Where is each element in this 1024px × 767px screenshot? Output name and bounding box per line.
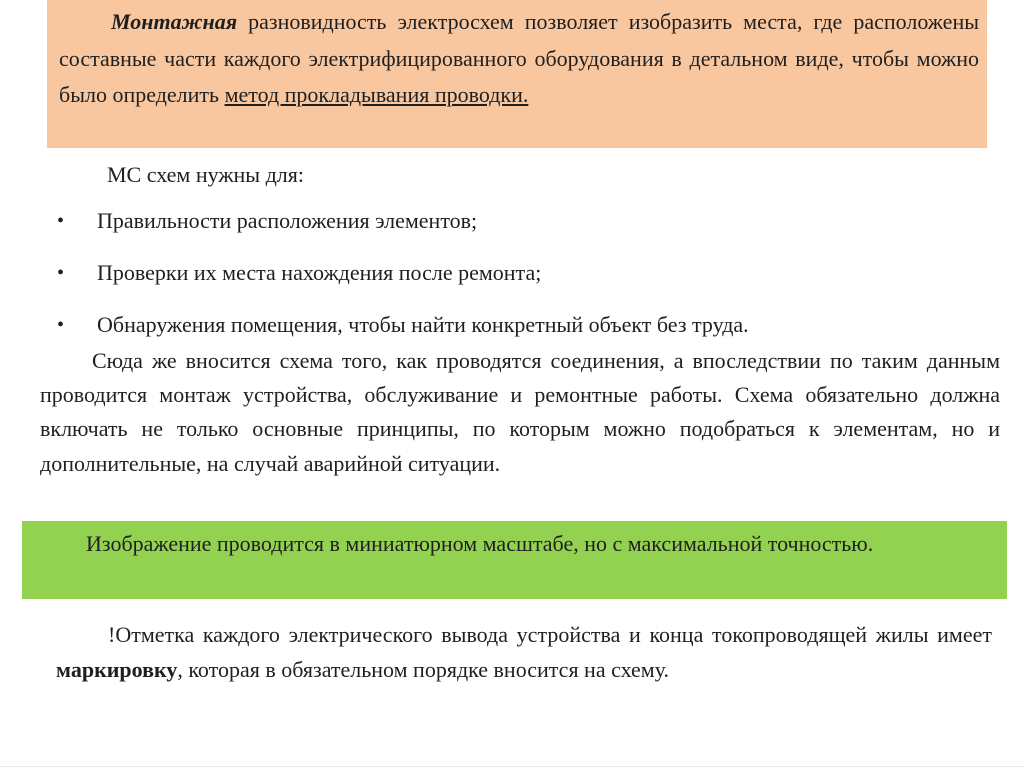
scale-note-box	[22, 521, 1007, 599]
definition-term: Монтажная	[111, 9, 238, 34]
definition-body: разновидность электросхем позволяет изобразить места, где расположены составные части каждого электрифицированного оборудования в детальном виде, чтобы можно было определить	[59, 9, 979, 107]
definition-box	[47, 0, 987, 148]
bullet-marker: •	[57, 314, 65, 336]
definition-text	[59, 4, 979, 114]
connections-paragraph: Сюда же вносится схема того, как проводятся соединения, а впоследствии по таким данным проводится монтаж устройства, обслуживание и ремонтные работы. Схема обязательно должна включать не только основные принципы, по которым можно подобраться к элементам, но и дополнительные, на случай аварийной ситуации.	[40, 348, 1000, 476]
intro-line: МС схем нужны для:	[107, 162, 304, 187]
bullet-text: Проверки их места нахождения после ремонта;	[97, 260, 542, 285]
bullet-marker: •	[57, 210, 65, 232]
marking-note-bold: маркировку	[56, 656, 178, 682]
marking-note-start: !Отметка каждого электрического вывода устройства и конца токопроводящей жилы имеет	[108, 622, 992, 647]
definition-underlined: метод прокладывания проводки.	[224, 82, 529, 107]
marking-note	[56, 618, 992, 687]
bullet-marker: •	[57, 262, 65, 284]
scale-note-text: Изображение проводится в миниатюрном масштабе, но с максимальной точностью.	[86, 531, 874, 556]
marking-note-end: , которая в обязательном порядке вносится на схему.	[177, 656, 670, 682]
bullet-text: Обнаружения помещения, чтобы найти конкретный объект без труда.	[97, 312, 749, 337]
bullet-text: Правильности расположения элементов;	[97, 208, 478, 233]
